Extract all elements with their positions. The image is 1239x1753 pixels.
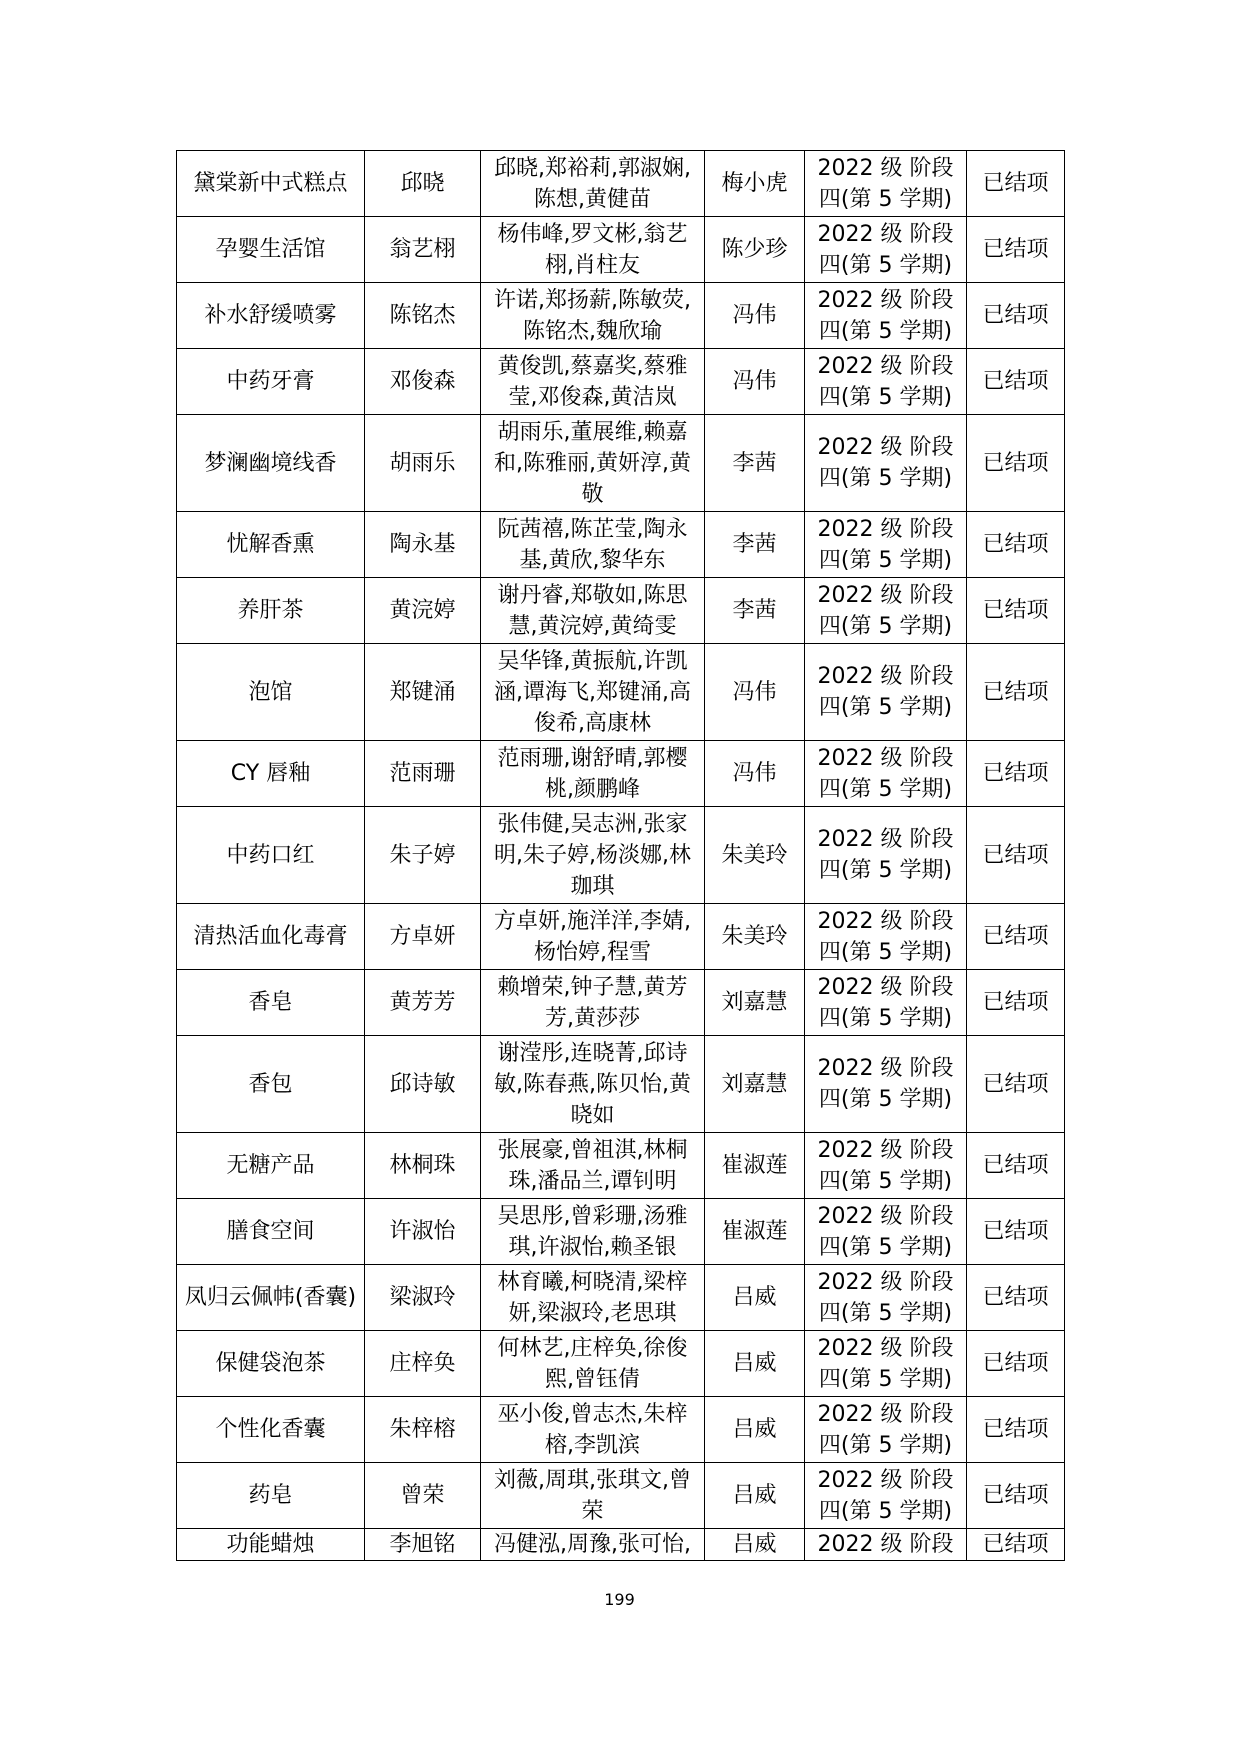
project-name-cell: 保健袋泡茶 [177, 1331, 365, 1397]
project-name-cell: 无糖产品 [177, 1133, 365, 1199]
status-cell: 已结项 [967, 151, 1065, 217]
leader-cell: 方卓妍 [365, 904, 481, 970]
stage-cell: 2022 级 阶段四(第 5 学期) [805, 644, 967, 741]
advisor-cell: 冯伟 [705, 283, 805, 349]
stage-cell: 2022 级 阶段四(第 5 学期) [805, 1331, 967, 1397]
project-name-cell: CY 唇釉 [177, 741, 365, 807]
stage-cell: 2022 级 阶段四(第 5 学期) [805, 1133, 967, 1199]
project-name-cell: 香包 [177, 1036, 365, 1133]
stage-cell: 2022 级 阶段四(第 5 学期) [805, 904, 967, 970]
members-cell: 张伟健,吴志洲,张家明,朱子婷,杨淡娜,林珈琪 [481, 807, 705, 904]
table-row [177, 415, 1065, 512]
stage-cell: 2022 级 阶段四(第 5 学期) [805, 349, 967, 415]
advisor-cell: 吕威 [705, 1529, 805, 1561]
leader-cell: 梁淑玲 [365, 1265, 481, 1331]
advisor-cell: 吕威 [705, 1331, 805, 1397]
table-row [177, 578, 1065, 644]
table-row [177, 970, 1065, 1036]
leader-cell: 邱晓 [365, 151, 481, 217]
stage-cell: 2022 级 阶段四(第 5 学期) [805, 1463, 967, 1529]
leader-cell: 翁艺栩 [365, 217, 481, 283]
advisor-cell: 朱美玲 [705, 807, 805, 904]
leader-cell: 黄芳芳 [365, 970, 481, 1036]
stage-cell: 2022 级 阶段四(第 5 学期) [805, 217, 967, 283]
status-cell: 已结项 [967, 217, 1065, 283]
stage-cell: 2022 级 阶段四(第 5 学期) [805, 1397, 967, 1463]
table-row [177, 349, 1065, 415]
status-cell: 已结项 [967, 1463, 1065, 1529]
members-cell: 赖增荣,钟子慧,黄芳芳,黄莎莎 [481, 970, 705, 1036]
table-row [177, 1331, 1065, 1397]
table-row [177, 1133, 1065, 1199]
members-cell: 许诺,郑扬薪,陈敏荧,陈铭杰,魏欣瑜 [481, 283, 705, 349]
members-cell: 谢滢彤,连晓菁,邱诗敏,陈春燕,陈贝怡,黄晓如 [481, 1036, 705, 1133]
status-cell: 已结项 [967, 1529, 1065, 1561]
stage-cell: 2022 级 阶段四(第 5 学期) [805, 741, 967, 807]
leader-cell: 林桐珠 [365, 1133, 481, 1199]
table-row [177, 1036, 1065, 1133]
table-row [177, 1529, 1065, 1561]
advisor-cell: 冯伟 [705, 349, 805, 415]
table-row [177, 512, 1065, 578]
project-name-cell: 梦澜幽境线香 [177, 415, 365, 512]
table-row [177, 644, 1065, 741]
members-cell: 阮茜禧,陈芷莹,陶永基,黄欣,黎华东 [481, 512, 705, 578]
project-name-cell: 补水舒缓喷雾 [177, 283, 365, 349]
project-name-cell: 膳食空间 [177, 1199, 365, 1265]
table-row [177, 741, 1065, 807]
advisor-cell: 梅小虎 [705, 151, 805, 217]
page-number: 199 [604, 1590, 635, 1609]
project-table-body [177, 151, 1065, 1561]
stage-cell: 2022 级 阶段四(第 5 学期) [805, 415, 967, 512]
leader-cell: 李旭铭 [365, 1529, 481, 1561]
advisor-cell: 刘嘉慧 [705, 970, 805, 1036]
status-cell: 已结项 [967, 349, 1065, 415]
project-name-cell: 凤归云佩帏(香囊) [177, 1265, 365, 1331]
status-cell: 已结项 [967, 644, 1065, 741]
stage-cell: 2022 级 阶段 [805, 1529, 967, 1561]
advisor-cell: 李茜 [705, 415, 805, 512]
advisor-cell: 陈少珍 [705, 217, 805, 283]
project-name-cell: 黛棠新中式糕点 [177, 151, 365, 217]
advisor-cell: 李茜 [705, 512, 805, 578]
project-name-cell: 孕婴生活馆 [177, 217, 365, 283]
leader-cell: 郑键涌 [365, 644, 481, 741]
stage-cell: 2022 级 阶段四(第 5 学期) [805, 512, 967, 578]
members-cell: 林育曦,柯晓清,梁梓妍,梁淑玲,老思琪 [481, 1265, 705, 1331]
advisor-cell: 朱美玲 [705, 904, 805, 970]
status-cell: 已结项 [967, 283, 1065, 349]
stage-cell: 2022 级 阶段四(第 5 学期) [805, 151, 967, 217]
members-cell: 胡雨乐,董展维,赖嘉和,陈雅丽,黄妍淳,黄敬 [481, 415, 705, 512]
project-name-cell: 忧解香熏 [177, 512, 365, 578]
members-cell: 张展豪,曾祖淇,林桐珠,潘品兰,谭钊明 [481, 1133, 705, 1199]
stage-cell: 2022 级 阶段四(第 5 学期) [805, 578, 967, 644]
table-row [177, 1199, 1065, 1265]
members-cell: 杨伟峰,罗文彬,翁艺栩,肖柱友 [481, 217, 705, 283]
members-cell: 谢丹睿,郑敬如,陈思慧,黄浣婷,黄绮雯 [481, 578, 705, 644]
members-cell: 冯健泓,周豫,张可怡, [481, 1529, 705, 1561]
project-name-cell: 药皂 [177, 1463, 365, 1529]
members-cell: 黄俊凯,蔡嘉奖,蔡雅莹,邓俊森,黄洁岚 [481, 349, 705, 415]
leader-cell: 许淑怡 [365, 1199, 481, 1265]
project-name-cell: 香皂 [177, 970, 365, 1036]
members-cell: 吴华锋,黄振航,许凯涵,谭海飞,郑键涌,高俊希,高康林 [481, 644, 705, 741]
project-name-cell: 泡馆 [177, 644, 365, 741]
advisor-cell: 崔淑莲 [705, 1199, 805, 1265]
stage-cell: 2022 级 阶段四(第 5 学期) [805, 1265, 967, 1331]
status-cell: 已结项 [967, 1036, 1065, 1133]
advisor-cell: 冯伟 [705, 741, 805, 807]
status-cell: 已结项 [967, 1331, 1065, 1397]
advisor-cell: 吕威 [705, 1463, 805, 1529]
leader-cell: 庄梓奂 [365, 1331, 481, 1397]
status-cell: 已结项 [967, 904, 1065, 970]
members-cell: 刘薇,周琪,张琪文,曾荣 [481, 1463, 705, 1529]
table-row [177, 151, 1065, 217]
leader-cell: 胡雨乐 [365, 415, 481, 512]
project-name-cell: 中药口红 [177, 807, 365, 904]
members-cell: 何林艺,庄梓奂,徐俊熙,曾钰倩 [481, 1331, 705, 1397]
advisor-cell: 冯伟 [705, 644, 805, 741]
table-row [177, 1463, 1065, 1529]
status-cell: 已结项 [967, 807, 1065, 904]
leader-cell: 曾荣 [365, 1463, 481, 1529]
status-cell: 已结项 [967, 970, 1065, 1036]
members-cell: 邱晓,郑裕莉,郭淑娴,陈想,黄健苗 [481, 151, 705, 217]
project-name-cell: 中药牙膏 [177, 349, 365, 415]
leader-cell: 邱诗敏 [365, 1036, 481, 1133]
members-cell: 吴思彤,曾彩珊,汤雅琪,许淑怡,赖圣银 [481, 1199, 705, 1265]
leader-cell: 邓俊森 [365, 349, 481, 415]
stage-cell: 2022 级 阶段四(第 5 学期) [805, 1036, 967, 1133]
table-row [177, 807, 1065, 904]
leader-cell: 范雨珊 [365, 741, 481, 807]
stage-cell: 2022 级 阶段四(第 5 学期) [805, 970, 967, 1036]
advisor-cell: 吕威 [705, 1265, 805, 1331]
status-cell: 已结项 [967, 1397, 1065, 1463]
status-cell: 已结项 [967, 1133, 1065, 1199]
leader-cell: 陶永基 [365, 512, 481, 578]
members-cell: 范雨珊,谢舒晴,郭樱桃,颜鹏峰 [481, 741, 705, 807]
stage-cell: 2022 级 阶段四(第 5 学期) [805, 283, 967, 349]
advisor-cell: 崔淑莲 [705, 1133, 805, 1199]
status-cell: 已结项 [967, 1265, 1065, 1331]
members-cell: 巫小俊,曾志杰,朱梓榕,李凯滨 [481, 1397, 705, 1463]
stage-cell: 2022 级 阶段四(第 5 学期) [805, 807, 967, 904]
table-row [177, 217, 1065, 283]
project-table [176, 150, 1065, 1561]
members-cell: 方卓妍,施洋洋,李婧,杨怡婷,程雪 [481, 904, 705, 970]
status-cell: 已结项 [967, 415, 1065, 512]
table-row [177, 1397, 1065, 1463]
status-cell: 已结项 [967, 741, 1065, 807]
project-name-cell: 功能蜡烛 [177, 1529, 365, 1561]
advisor-cell: 吕威 [705, 1397, 805, 1463]
project-name-cell: 清热活血化毒膏 [177, 904, 365, 970]
project-name-cell: 个性化香囊 [177, 1397, 365, 1463]
leader-cell: 朱子婷 [365, 807, 481, 904]
advisor-cell: 李茜 [705, 578, 805, 644]
table-row [177, 1265, 1065, 1331]
table-row [177, 283, 1065, 349]
advisor-cell: 刘嘉慧 [705, 1036, 805, 1133]
stage-cell: 2022 级 阶段四(第 5 学期) [805, 1199, 967, 1265]
leader-cell: 陈铭杰 [365, 283, 481, 349]
project-name-cell: 养肝茶 [177, 578, 365, 644]
status-cell: 已结项 [967, 578, 1065, 644]
leader-cell: 朱梓榕 [365, 1397, 481, 1463]
status-cell: 已结项 [967, 1199, 1065, 1265]
leader-cell: 黄浣婷 [365, 578, 481, 644]
status-cell: 已结项 [967, 512, 1065, 578]
table-row [177, 904, 1065, 970]
